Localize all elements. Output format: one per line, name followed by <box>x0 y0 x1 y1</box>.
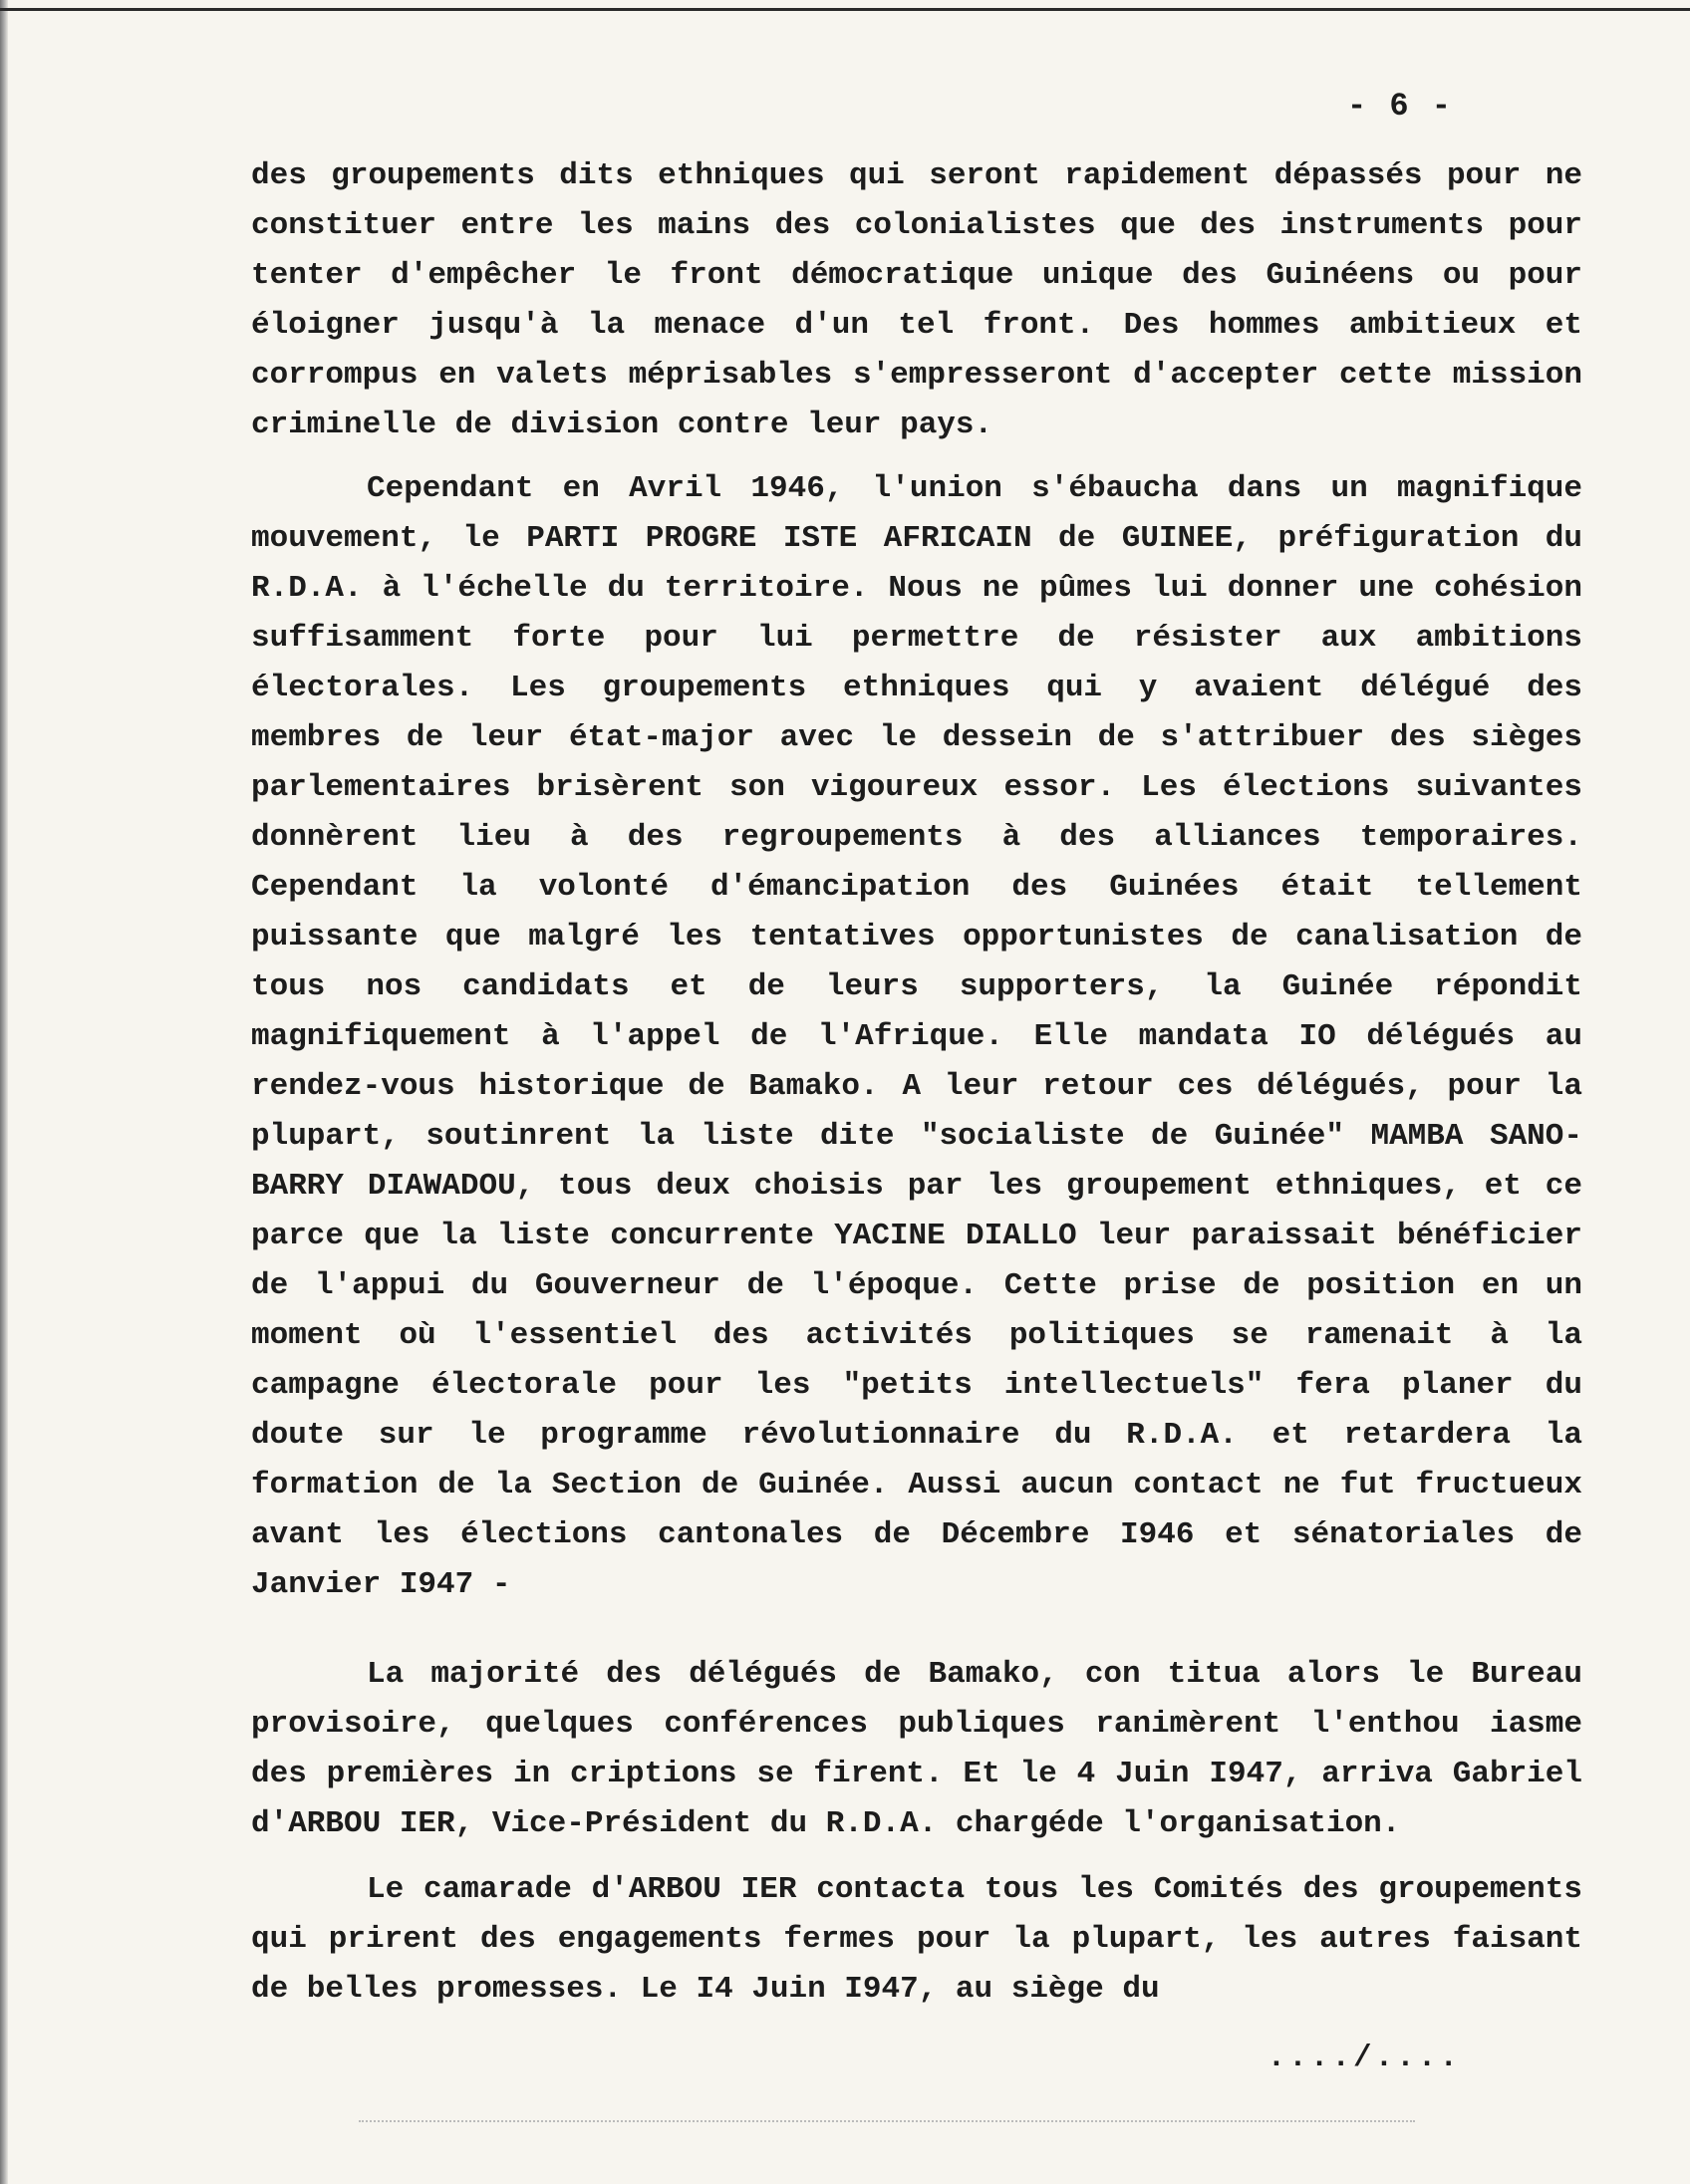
page-number: - 6 - <box>1346 88 1453 125</box>
paragraph-4: Le camarade d'ARBOU IER contacta tous les Comités des groupements qui prirent des engagements fermes pour la plupart, les autres faisant de belles promesses. Le I4 Juin I947, au siège du <box>251 1872 1582 2007</box>
scan-left-edge <box>0 0 8 2184</box>
continuation-mark: ..../.... <box>1267 2041 1461 2075</box>
paragraph-1: des groupements dits ethniques qui seront rapidement dépassés pour ne constituer entre les mains des colonialistes que des instruments pour tenter d'empêcher le front démocratique unique des Guinéens ou pour éloigner jusqu'à la menace d'un tel front. Des hommes ambitieux et corrompus en valets méprisables s'empresseront d'accepter cette mission criminelle de division contre leur pays. <box>251 158 1582 442</box>
body-text <box>251 151 1582 2015</box>
bottom-dotted-rule <box>359 2120 1415 2122</box>
top-rule <box>0 8 1690 11</box>
paragraph-2: Cependant en Avril 1946, l'union s'ébaucha dans un magnifique mouvement, le PARTI PROGRE ISTE AFRICAIN de GUINEE, préfiguration du R.D.A. à l'échelle du territoire. Nous ne pûmes lui donner une cohésion suffisamment forte pour lui permettre de résister aux ambitions électorales. Les groupements ethniques qui y avaient délégué des membres de leur état-major avec le dessein de s'attribuer des sièges parlementaires brisèrent son vigoureux essor. Les élections suivantes donnèrent lieu à des regroupements à des alliances temporaires. Cependant la volonté d'émancipation des Guinées était tellement puissante que malgré les tentatives opportunistes de canalisation de tous nos candidats et de leurs supporters, la Guinée répondit magnifiquement à l'appel de l'Afrique. Elle mandata IO délégués au rendez-vous historique de Bamako. A leur retour ces délégués, pour la plupart, soutinrent la liste dite "socialiste de Guinée" MAMBA SANO-BARRY DIAWADOU, tous deux choisis par les groupement ethniques, et ce parce que la liste concurrente YACINE DIALLO leur paraissait bénéficier de l'appui du Gouverneur de l'époque. Cette prise de position en un moment où l'essentiel des activités politiques se ramenait à la campagne électorale pour les "petits intellectuels" fera planer du doute sur le programme révolutionnaire du R.D.A. et retardera la formation de la Section de Guinée. Aussi aucun contact ne fut fructueux avant les élections cantonales de Décembre I946 et sénatoriales de Janvier I947 - <box>251 471 1582 1602</box>
paragraph-3: La majorité des délégués de Bamako, con titua alors le Bureau provisoire, quelques conférences publiques ranimèrent l'enthou iasme des premières in criptions se firent. Et le 4 Juin I947, arriva Gabriel d'ARBOU IER, Vice-Président du R.D.A. chargéde l'organisation. <box>251 1657 1582 1841</box>
